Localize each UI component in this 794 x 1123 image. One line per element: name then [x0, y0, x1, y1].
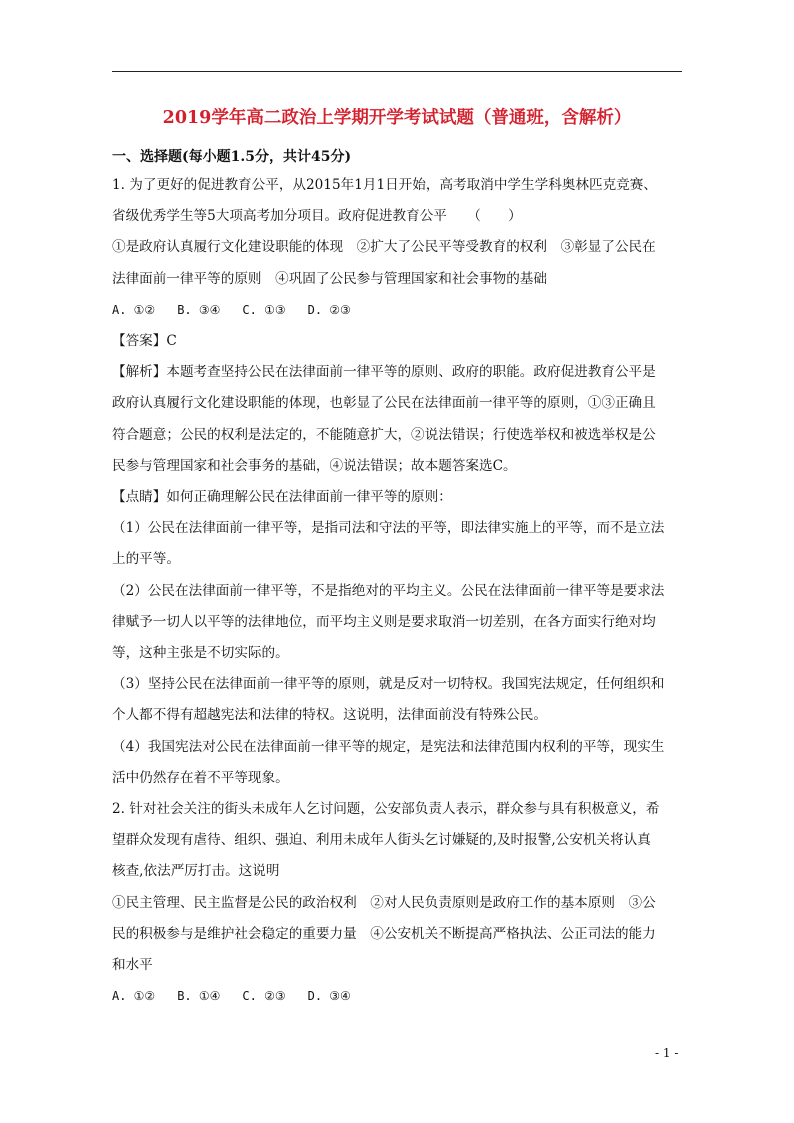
- option-a: A. ①②: [112, 989, 156, 1004]
- analysis-text: 符合题意；公民的权利是法定的，不能随意扩大，②说法错误；行使选举权和被选举权是公: [112, 426, 656, 443]
- question-statements: ①是政府认真履行文化建设职能的体现 ②扩大了公民平等受教育的权利 ③彰显了公民在: [112, 239, 656, 256]
- question-statements: 法律面前一律平等的原则 ④巩固了公民参与管理国家和社会事物的基础: [112, 270, 547, 287]
- question-1: [112, 170, 684, 794]
- question-statements: 民的积极参与是维护社会稳定的重要力量 ④公安机关不断提高严格执法、公正司法的能力: [112, 925, 656, 942]
- tip-text: 活中仍然存在着不平等现象。: [112, 769, 289, 786]
- answer-line: 【答案】C: [112, 333, 177, 350]
- tip-text: （1）公民在法律面前一律平等，是指司法和守法的平等，即法律实施上的平等，而不是立法: [112, 520, 665, 537]
- answer-options: [112, 295, 684, 326]
- tip-text: 律赋予一切人以平等的法律地位，而平均主义则是要求取消一切差别，在各方面实行绝对均: [112, 613, 656, 630]
- document-title: 2019学年高二政治上学期开学考试试题（普通班，含解析）: [162, 108, 632, 128]
- option-b: B. ③④: [177, 302, 221, 317]
- question-stem: 望群众发现有虐待、组织、强迫、利用未成年人街头乞讨嫌疑的,及时报警,公安机关将认真: [112, 832, 651, 849]
- tip-text: 等，这种主张是不切实际的。: [112, 645, 289, 662]
- option-d: D. ③④: [307, 989, 351, 1004]
- tip-text: （3）坚持公民在法律面前一律平等的原则，就是反对一切特权。我国宪法规定，任何组织和: [112, 676, 665, 693]
- tip-title: 【点睛】如何正确理解公民在法律面前一律平等的原则：: [112, 489, 452, 506]
- question-stem: 省级优秀学生等5大项高考加分项目。政府促进教育公平 （ ）: [112, 208, 522, 225]
- analysis-text: 民参与管理国家和社会事务的基础，④说法错误；故本题答案选C。: [112, 457, 517, 474]
- section-heading: 一、选择题(每小题1.5分，共计45分): [112, 149, 352, 165]
- question-stem: 核查,依法严厉打击。这说明: [112, 863, 280, 880]
- answer-options: [112, 981, 684, 1012]
- tip-text: 上的平等。: [112, 551, 180, 568]
- question-stem: 2. 针对社会关注的街头未成年人乞讨问题，公安部负责人表示，群众参与具有积极意义，希: [112, 801, 660, 818]
- analysis-text: 政府认真履行文化建设职能的体现，也彰显了公民在法律面前一律平等的原则，①③正确且: [112, 395, 656, 412]
- question-statements: ①民主管理、民主监督是公民的政治权利 ②对人民负责原则是政府工作的基本原则 ③公: [112, 894, 656, 911]
- analysis-text: 【解析】本题考查坚持公民在法律面前一律平等的原则、政府的职能。政府促进教育公平是: [112, 364, 656, 381]
- option-c: C. ①③: [242, 302, 286, 317]
- document-body: [112, 170, 684, 1012]
- tip-text: （4）我国宪法对公民在法律面前一律平等的规定，是宪法和法律范围内权利的平等，现实生: [112, 738, 665, 755]
- option-c: C. ②③: [242, 989, 286, 1004]
- tip-text: （2）公民在法律面前一律平等，不是指绝对的平均主义。公民在法律面前一律平等是要求法: [112, 582, 665, 599]
- question-2: [112, 794, 684, 1012]
- header-rule: [112, 71, 682, 72]
- option-a: A. ①②: [112, 302, 156, 317]
- question-statements: 和水平: [112, 957, 153, 974]
- question-stem: 1. 为了更好的促进教育公平，从2015年1月1日开始，高考取消中学生学科奥林匹克竞赛、: [112, 177, 657, 193]
- page-number: - 1 -: [655, 1046, 679, 1060]
- tip-text: 个人都不得有超越宪法和法律的特权。这说明，法律面前没有特殊公民。: [112, 707, 547, 724]
- option-d: D. ②③: [307, 302, 351, 317]
- option-b: B. ①④: [177, 989, 221, 1004]
